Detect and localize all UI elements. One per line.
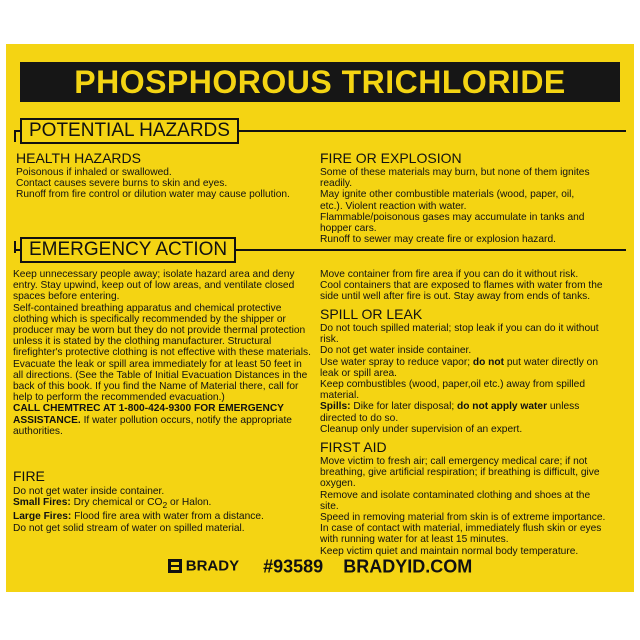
chemtrec-rest: If water pollution occurs, notify the appropriate authorities. xyxy=(13,414,292,437)
large-fires-label: Large Fires: xyxy=(13,511,72,523)
small-fires-text: Dry chemical or CO xyxy=(70,497,163,509)
fire-explosion-heading: FIRE OR EXPLOSION xyxy=(320,150,462,166)
part-number: #93589 xyxy=(263,556,324,577)
health-line: Runoff from fire control or dilution water may cause pollution. xyxy=(16,189,290,201)
first-aid-line: Keep victim quiet and maintain normal body temperature. xyxy=(320,545,579,557)
emergency-line: Keep unnecessary people away; isolate hazard area and deny entry. Stay upwind, keep out of low areas, and ventilate closed spaces before entering. xyxy=(13,269,295,303)
first-aid-line: Remove and isolate contaminated clothing and shoes at the site. xyxy=(320,489,591,512)
fire-line: May ignite other combustible materials (wood, paper, oil, etc.). Violent reaction with water. xyxy=(320,189,575,212)
large-fires-line xyxy=(13,511,311,522)
spills-label: Spills: xyxy=(320,401,351,413)
health-line: Poisonous if inhaled or swallowed. xyxy=(16,167,172,178)
first-aid-line: Speed in removing material from skin is of extreme importance. xyxy=(320,512,606,524)
section-rule-tick xyxy=(14,241,16,253)
emergency-line: Evacuate the leak or spill area immediately for at least 50 feet in all directions. (See the Table of Initial Evacuation Distances in the back of this book. If you find the Name of Material there, call for help to perform the recommended evacuation.) xyxy=(13,358,308,404)
subscript: 2 xyxy=(162,500,168,511)
small-fires-text: or Halon. xyxy=(167,497,212,509)
emergency-line: Self-contained breathing apparatus and chemical protective clothing which is specifically recommended by the shipper or producer may be worn but they do not provide thermal protection unless it is stated by the clothing manufacturer. Structural firefighter's protective clothing is not effective with these materials. xyxy=(13,302,311,359)
section-rule-tick xyxy=(14,130,16,142)
health-hazards-text xyxy=(16,167,306,201)
fire-line: Flammable/poisonous gases may accumulate in tanks and hopper cars. xyxy=(320,211,585,235)
sign-title: PHOSPHOROUS TRICHLORIDE xyxy=(20,62,620,102)
spill-bold: do not apply water xyxy=(457,401,548,413)
first-aid-line: Move victim to fresh air; call emergency medical care; if not breathing, give artificial respiration; if breathing is difficult, give oxygen. xyxy=(320,456,600,490)
fire-line: Runoff to sewer may create fire or explosion hazard. xyxy=(320,234,556,246)
first-aid-heading: FIRST AID xyxy=(320,439,387,455)
hazard-sign xyxy=(6,44,634,592)
emergency-line: Cool containers that are exposed to flames with water from the side until well after fire is out. Stay away from ends of tanks. xyxy=(320,280,603,303)
sign-footer xyxy=(6,552,634,578)
spill-text: Use water spray to reduce vapor; xyxy=(320,356,473,368)
first-aid-text xyxy=(320,456,606,557)
fire-explosion-text xyxy=(320,167,598,245)
small-fires-line xyxy=(13,497,311,511)
emergency-action-heading: EMERGENCY ACTION xyxy=(20,237,236,263)
first-aid-line: In case of contact with material, immediately flush skin or eyes with running water for at least 15 minutes. xyxy=(320,523,602,546)
chemtrec-bold: CALL CHEMTREC AT 1-800-424-9300 FOR EMERGENCY ASSISTANCE. xyxy=(13,403,284,426)
emergency-left-text xyxy=(13,269,311,437)
spill-line: Do not get water inside container. xyxy=(320,345,472,357)
health-hazards-heading: HEALTH HAZARDS xyxy=(16,150,141,166)
brady-logo-icon xyxy=(168,559,182,573)
chemtrec-line xyxy=(13,403,311,437)
health-line: Contact causes severe burns to skin and eyes. xyxy=(16,178,228,190)
spill-bold: do not xyxy=(472,356,505,368)
fire-line: Some of these materials may burn, but none of them ignites readily. xyxy=(320,167,590,190)
brand-name: BRADY xyxy=(185,557,240,575)
spill-text: put water directly on leak or spill area. xyxy=(320,356,599,379)
spill-line: Cleanup only under supervision of an expert. xyxy=(320,423,523,435)
fire-heading: FIRE xyxy=(13,468,45,484)
spill-line: Do not touch spilled material; stop leak if you can do it without risk. xyxy=(320,323,599,346)
fire-action-line: Do not get solid stream of water on spilled material. xyxy=(13,522,245,534)
website: BRADYID.COM xyxy=(343,556,473,577)
emergency-line: Move container from fire area if you can do it without risk. xyxy=(320,269,579,280)
spill-line: Keep combustibles (wood, paper,oil etc.) away from spilled material. xyxy=(320,379,586,402)
large-fires-text: Flood fire area with water from a distance. xyxy=(71,511,264,523)
spill-text: Dike for later disposal; xyxy=(350,401,458,413)
emergency-right-text xyxy=(320,269,606,303)
spill-leak-heading: SPILL OR LEAK xyxy=(320,306,423,322)
spill-text: unless directed to do so. xyxy=(320,401,580,424)
spill-line xyxy=(320,357,606,379)
potential-hazards-heading: POTENTIAL HAZARDS xyxy=(20,118,239,144)
spill-line xyxy=(320,401,606,423)
small-fires-label: Small Fires: xyxy=(13,497,71,509)
spill-leak-text xyxy=(320,323,606,435)
fire-text xyxy=(13,486,311,534)
fire-action-line: Do not get water inside container. xyxy=(13,486,165,497)
